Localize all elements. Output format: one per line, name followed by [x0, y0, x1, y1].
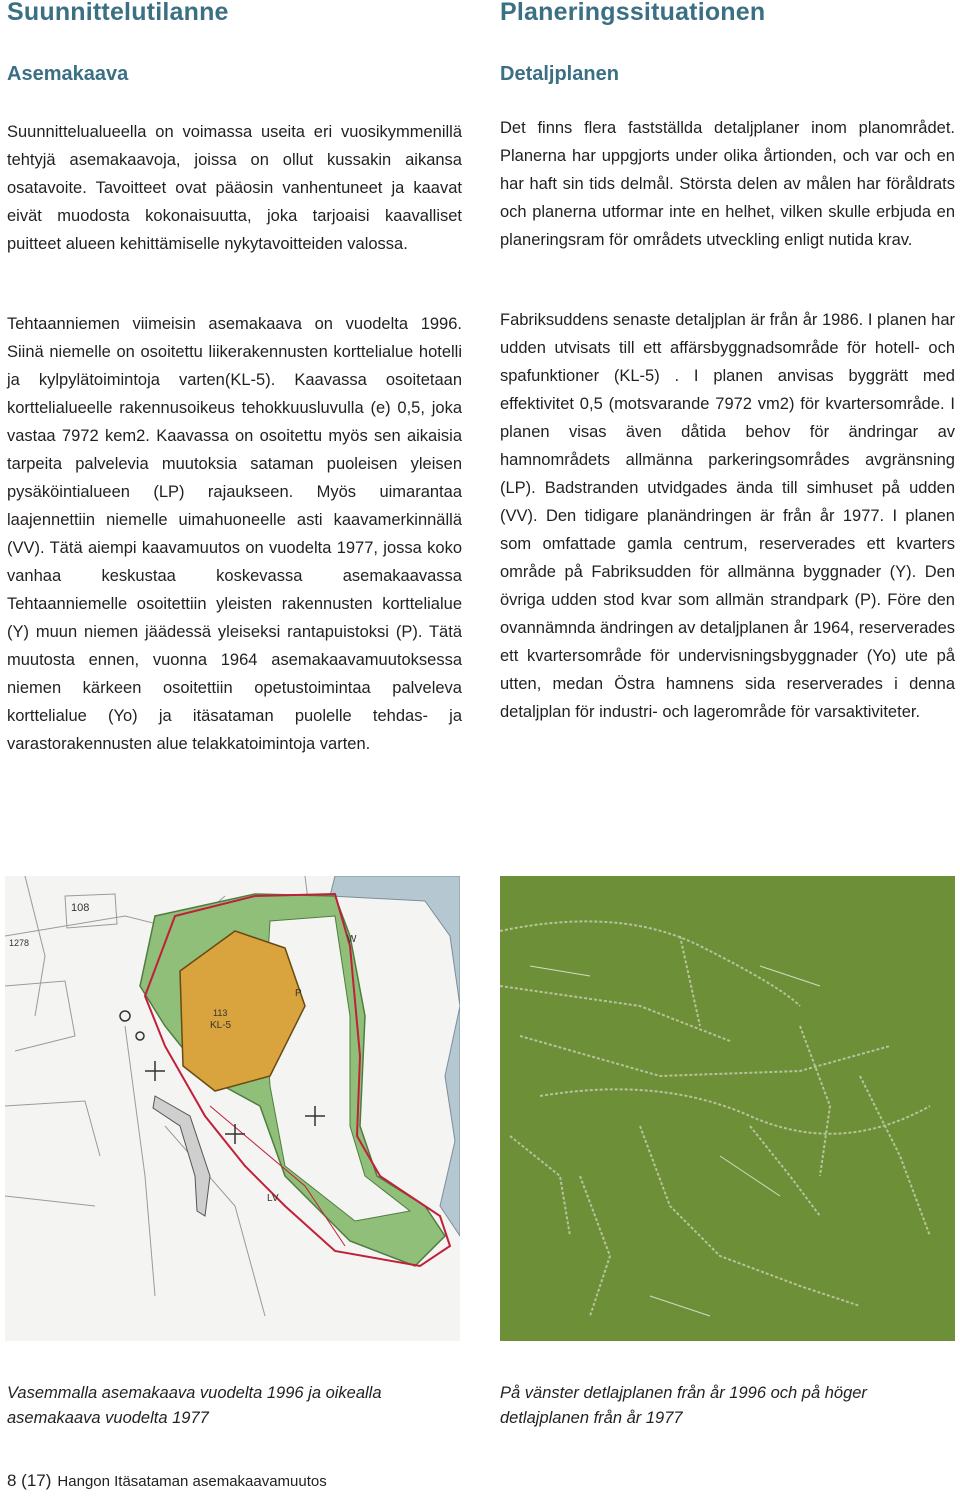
swedish-column	[500, 0, 955, 721]
zone-lv-label: LV	[267, 1193, 279, 1204]
zoning-map-1977	[500, 876, 955, 1341]
zoning-map-1996	[5, 876, 460, 1341]
block-1278-label: 1278	[9, 938, 30, 948]
page-number: 8 (17)	[7, 1471, 52, 1490]
document-name: Hangon Itäsataman asemakaavamuutos	[57, 1473, 327, 1490]
zone-w-label: W	[347, 934, 357, 945]
page-title-sv: Planeringssituationen	[500, 0, 766, 26]
zoning-map-1977-drawing	[500, 876, 955, 1341]
page-title: Suunnittelutilanne	[7, 0, 229, 26]
section-subtitle-sv: Detaljplanen	[500, 63, 619, 85]
zoning-map-1996-drawing	[5, 876, 460, 1341]
caption-finnish: Vasemmalla asemakaava vuodelta 1996 ja oikealla asemakaava vuodelta 1977	[7, 1384, 382, 1427]
finnish-column	[7, 0, 462, 753]
history-paragraph-sv: Fabriksuddens senaste detaljplan är från år 1986. I planen har udden utvisats till ett affärsbyggnadsområde för hotell- och spafunktioner (KL-5) . I planen anvisas byggrätt med effektivitet 0,5 (motsvarande 7972 vm2) för kvartersområde. I planen visas även dåtida behov för ändringar av hamnområdets allmänna parkeringsområdes avgränsning (LP). Badstranden utvidgades ända till simhuset på udden (VV). Den tidigare planändringen är från år 1977. I planen som omfattade gamla centrum, reserverades ett kvarters område på Fabriksudden för allmänna byggnader (Y). Den övriga udden stod kvar som allmän strandpark (P). Före den ovannämnda ändringen av detaljplanen år 1964, reserverades ett kvartersområde för undervisningsbyggnader (Yo) ute på utten, medan Östra hamnens sida reserverades i denna detaljplan för industri- och lagerområde för varsaktiviteter.	[500, 311, 955, 721]
zone-p-label: P	[295, 988, 302, 999]
section-subtitle: Asemakaava	[7, 63, 129, 85]
caption-swedish: På vänster detlajplanen från år 1996 och på höger detlajplanen från år 1977	[500, 1384, 867, 1427]
block-108-label: 108	[71, 902, 90, 914]
page-footer	[7, 1470, 327, 1493]
breakwater	[153, 1096, 210, 1216]
intro-paragraph: Suunnittelualueella on voimassa useita eri vuosikymmenillä tehtyjä asemakaavoja, joissa on ollut kussakin aikansa osatavoite. Tavoitteet ovat pääosin vanhentuneet ja kaavat eivät muodosta kokonaisuutta, joka tarjoaisi kaavalliset puitteet alueen kehittämiselle nykytavoitteiden valossa.	[7, 123, 462, 253]
block-113-label: 113	[213, 1008, 228, 1018]
zone-kl5-label: KL-5	[210, 1020, 232, 1031]
intro-paragraph-sv: Det finns flera fastställda detaljplaner inom planområdet. Planerna har uppgjorts under olika årtionden, och var och en har haft sin tids delmål. Största delen av målen har föråldrats och planerna utformar inte en helhet, vilken skulle erbjuda en planeringsram för områdets utveckling enligt nutida krav.	[500, 119, 955, 249]
history-paragraph: Tehtaanniemen viimeisin asemakaava on vuodelta 1996. Siinä niemelle on osoitettu liikerakennusten korttelialue hotelli ja kylpylätoimintoja varten(KL-5). Kaavassa osoitetaan korttelialueelle rakennusoikeus tehokkuusluvulla (e) 0,5, joka vastaa 7972 kem2. Kaavassa on osoitettu myös sen aikaisia tarpeita palvelevia muutoksia sataman puoleisen yleisen pysäköintialueen (LP) rajaukseen. Myös uimarantaa laajennettiin niemelle uimahuoneelle asti kaavamerkinnällä (VV). Tätä aiempi kaavamuutos on vuodelta 1977, jossa koko vanhaa keskustaa koskevassa asemakaavassa Tehtaanniemelle osoitettiin yleisten rakennusten korttelialue (Y) muun niemen jäädessä yleiseksi rantapuistoksi (P). Tätä muutosta ennen, vuonna 1964 asemakaavamuutoksessa niemen kärkeen osoitettiin opetustoimintaa palveleva korttelialue (Yo) ja itäsataman puolelle tehdas- ja varastorakennusten alue telakkatoimintoja varten.	[7, 315, 462, 753]
